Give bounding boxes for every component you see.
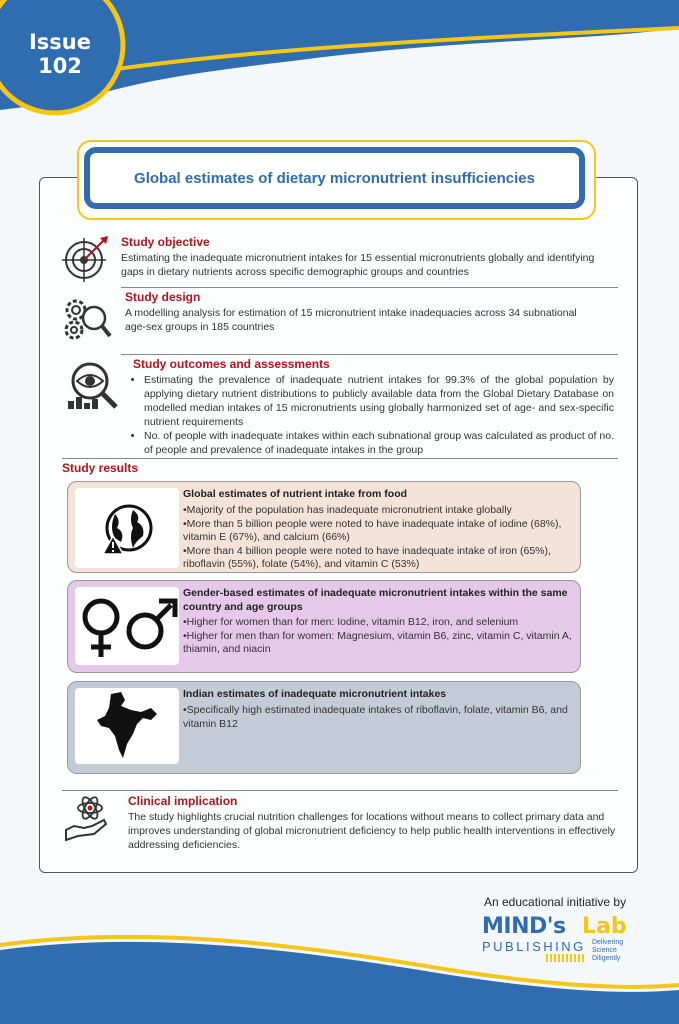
list-item: • Estimating the prevalence of inadequate nutrient intakes for 99.3% of the global population by applying dietary nutrient distributions to publicly available data from the Global Dietary Database on modelled median intakes of 15 micronutrients using globally harmonized set of age- and sex-specific nutrient requirements <box>144 373 614 429</box>
initiative-text: An educational initiative by <box>484 895 627 909</box>
result-list <box>183 704 573 731</box>
divider <box>121 354 618 355</box>
list-item: •Specifically high estimated inadequate intakes of riboflavin, folate, vitamin B6, and vitamin B12 <box>183 704 568 730</box>
list-item: •Higher for men than for women: Magnesium, vitamin B6, zinc, vitamin C, vitamin A, thiamin, and niacin <box>183 629 572 655</box>
gender-symbols-icon <box>75 587 179 665</box>
tagline-line: Diligently <box>592 955 621 962</box>
implication-text: The study highlights crucial nutrition challenges for locations without means to collect primary data and improves understanding of global micronutrient deficiency to help public health interventions in effectively addressing deficiencies. <box>128 811 616 851</box>
list-item: •More than 5 billion people were noted to have inadequate intake of iodine (68%), vitamin E (67%), and calcium (66%) <box>183 517 562 543</box>
issue-badge <box>22 30 98 78</box>
list-item: • No. of people with inadequate intakes within each subnational group was calculated as product of no. of people and prevalence of inadequate intakes in the group <box>144 429 614 457</box>
eye-magnifier-icon <box>64 361 122 411</box>
outcomes-heading: Study outcomes and assessments <box>133 357 330 371</box>
gears-search-icon <box>62 296 112 342</box>
publisher-logo <box>482 914 642 966</box>
result-list <box>183 616 573 657</box>
outcomes-list <box>126 373 614 457</box>
result-title: Indian estimates of inadequate micronutrient intakes <box>183 688 447 700</box>
objective-text: Estimating the inadequate micronutrient intakes for 15 essential micronutrients globally and identifying gaps in dietary nutrients across specific demographic groups and countries <box>121 252 595 278</box>
result-card-global <box>67 481 581 573</box>
divider <box>62 458 618 459</box>
result-title: Gender-based estimates of inadequate micronutrient intakes within the same country and age groups <box>183 587 568 613</box>
globe-warning-icon <box>75 488 179 568</box>
implication-heading: Clinical implication <box>128 794 238 808</box>
page-title: Global estimates of dietary micronutrient insufficiencies <box>134 169 535 187</box>
objective-heading: Study objective <box>121 235 210 249</box>
divider <box>121 287 618 288</box>
tagline-line: Science <box>592 947 617 954</box>
title-box <box>84 147 585 209</box>
logo-bars <box>546 954 586 962</box>
india-map-icon <box>75 688 179 764</box>
list-item: •More than 4 billion people were noted to have inadequate intake of iron (65%), riboflavin (55%), folate (54%), and vitamin C (53%) <box>183 544 551 570</box>
list-item: •Higher for women than for men: Iodine, vitamin B12, iron, and selenium <box>183 616 519 628</box>
target-icon <box>62 234 110 282</box>
result-title: Global estimates of nutrient intake from food <box>183 488 408 500</box>
result-list <box>183 504 573 572</box>
results-heading: Study results <box>62 461 139 475</box>
list-item: •Majority of the population has inadequate micronutrient intake globally <box>183 504 512 516</box>
logo-publishing: PUBLISHING <box>482 939 586 954</box>
tagline-line: Delivering <box>592 939 624 946</box>
hand-atom-icon <box>64 794 108 842</box>
logo-lab: Lab <box>582 914 627 939</box>
divider <box>62 790 618 791</box>
result-card-india <box>67 681 581 774</box>
logo-mind: MIND's <box>482 914 566 939</box>
issue-label: Issue <box>28 30 91 54</box>
logo-tagline <box>592 939 623 963</box>
design-heading: Study design <box>125 290 201 304</box>
issue-number: 102 <box>38 54 82 78</box>
design-text: A modelling analysis for estimation of 15 micronutrient intake inadequacies across 34 subnational age-sex groups in 185 countries <box>125 307 577 333</box>
result-card-gender <box>67 580 581 673</box>
